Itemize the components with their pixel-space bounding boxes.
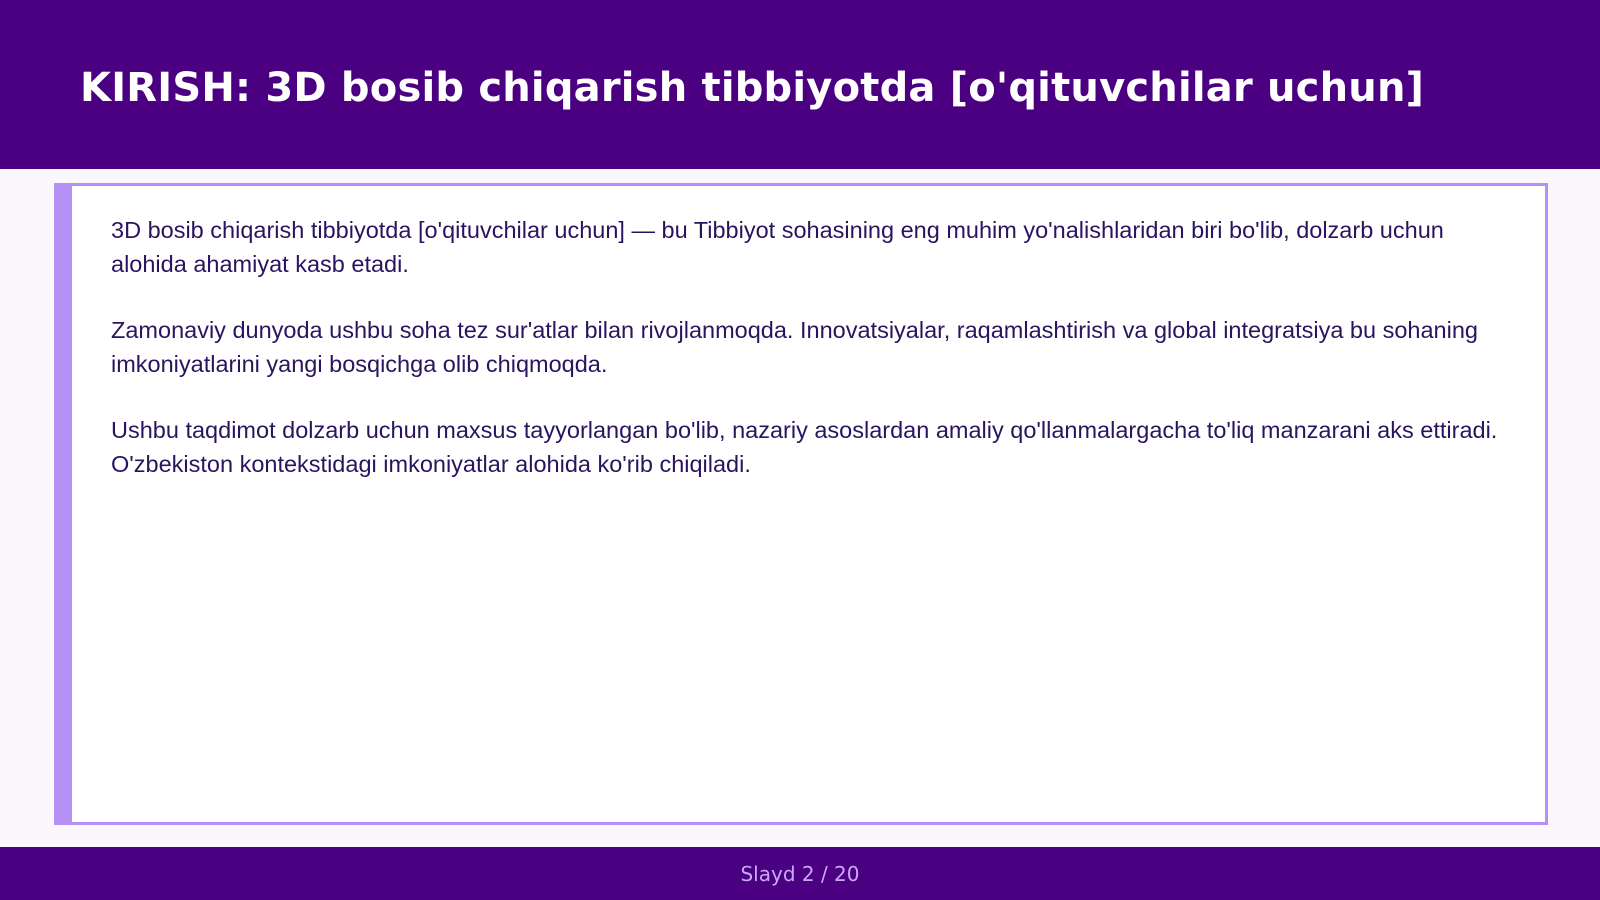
paragraph-intro: 3D bosib chiqarish tibbiyotda [o'qituvchilar uchun] — bu Tibbiyot sohasining eng muhim yo'nalishlaridan biri bo'lib, dolzarb uchun alohida ahamiyat kasb etadi.	[111, 217, 1444, 277]
content-body	[111, 213, 1511, 513]
paragraph-modern-world: Zamonaviy dunyoda ushbu soha tez sur'atlar bilan rivojlanmoqda. Innovatsiyalar, raqamlashtirish va global integratsiya bu sohaning imkoniyatlarini yangi bosqichga olib chiqmoqda.	[111, 317, 1478, 377]
slide-title: KIRISH: 3D bosib chiqarish tibbiyotda [o'qituvchilar uchun]	[80, 65, 1425, 111]
content-card	[54, 183, 1548, 825]
slide-header	[0, 0, 1600, 169]
paragraph-presentation: Ushbu taqdimot dolzarb uchun maxsus tayyorlangan bo'lib, nazariy asoslardan amaliy qo'llanmalargacha to'liq manzarani aks ettiradi. O'zbekiston kontekstidagi imkoniyatlar alohida ko'rib chiqiladi.	[111, 417, 1498, 477]
slide-footer	[0, 847, 1600, 900]
slide-counter: Slayd 2 / 20	[740, 861, 860, 886]
